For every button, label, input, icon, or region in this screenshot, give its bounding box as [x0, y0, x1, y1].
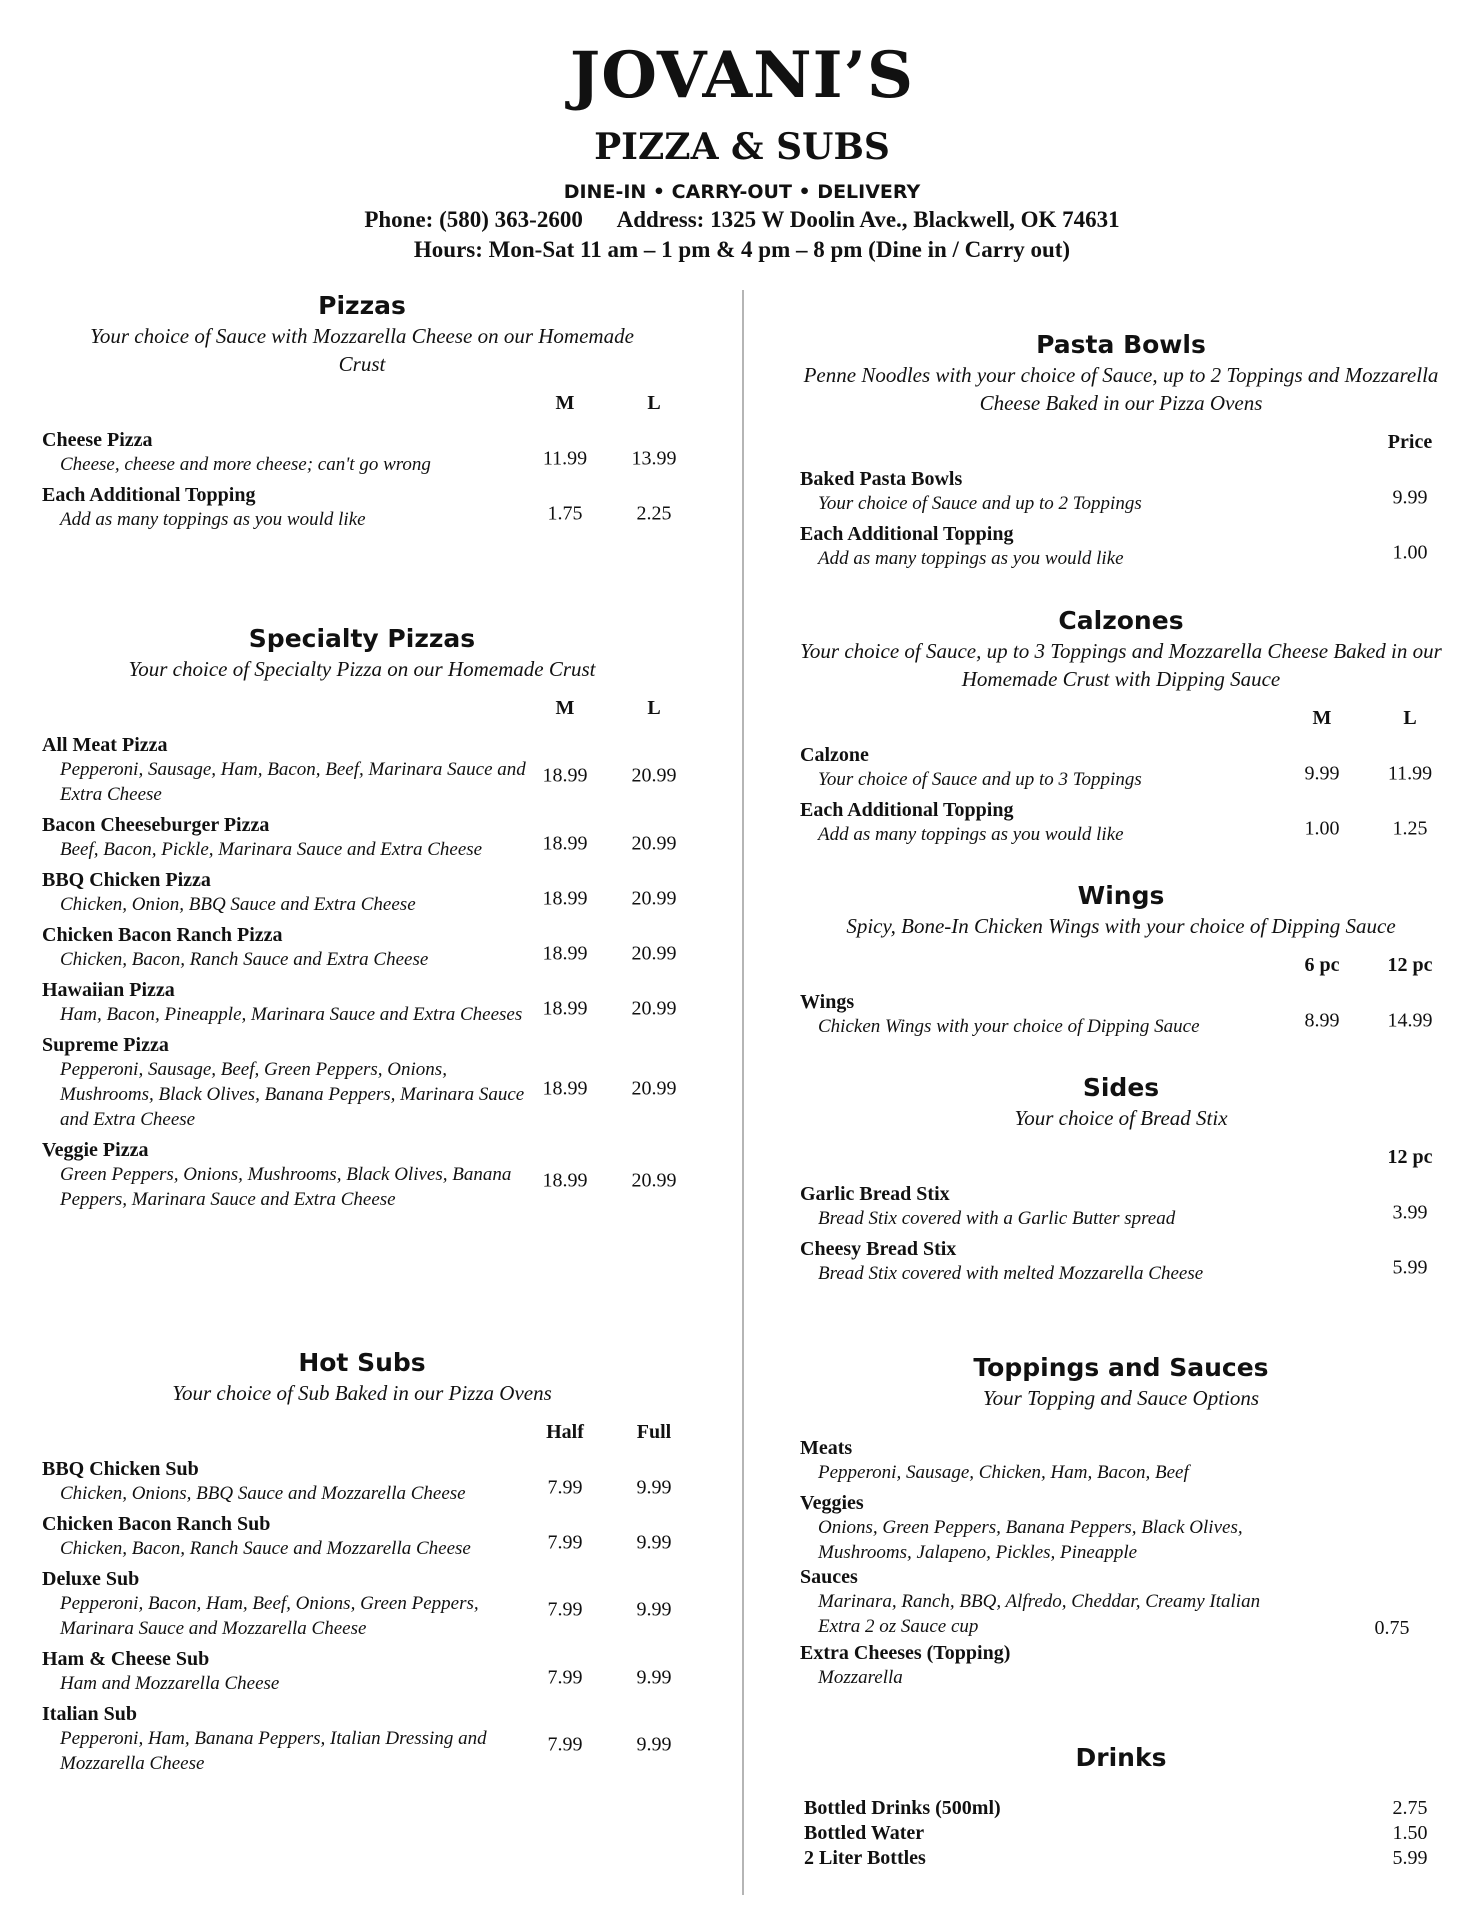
item-price: 5.99	[1392, 1256, 1428, 1278]
item-description: Green Peppers, Onions, Mushrooms, Black Olives, Banana Peppers, Marinara Sauce and Extra Cheese	[60, 1164, 512, 1210]
price-header	[800, 707, 1442, 737]
item-price-m: 18.99	[542, 1077, 588, 1099]
menu-item	[42, 1567, 682, 1641]
item-description: Onions, Green Peppers, Banana Peppers, Black Olives, Mushrooms, Jalapeno, Pickles, Pineapple	[818, 1517, 1243, 1563]
item-name: Extra Cheeses (Topping)	[800, 1642, 1011, 1664]
item-description: Chicken, Onion, BBQ Sauce and Extra Cheese	[60, 894, 416, 915]
item-name: BBQ Chicken Sub	[42, 1458, 199, 1480]
item-name: Calzone	[800, 744, 869, 766]
section-description: Your choice of Sauce with Mozzarella Cheese on our Homemade Crust	[90, 324, 634, 376]
price-header	[42, 1421, 682, 1451]
item-price-l: 20.99	[631, 764, 677, 787]
contact-line	[0, 207, 1484, 233]
item-description: Bread Stix covered with melted Mozzarella Cheese	[818, 1263, 1204, 1284]
menu-item	[800, 467, 1442, 516]
item-name: Chicken Bacon Ranch Sub	[42, 1513, 271, 1535]
item-description: Chicken, Onions, BBQ Sauce and Mozzarella Cheese	[60, 1483, 466, 1504]
item-name: Veggies	[800, 1492, 864, 1514]
item-description: Your choice of Sauce and up to 3 Toppings	[818, 769, 1142, 790]
item-name: BBQ Chicken Pizza	[42, 869, 211, 891]
hours-line: Hours: Mon-Sat 11 am – 1 pm & 4 pm – 8 pm (Dine in / Carry out)	[413, 237, 1071, 262]
item-name: Veggie Pizza	[42, 1139, 149, 1161]
item-description: Pepperoni, Sausage, Chicken, Ham, Bacon, Beef	[818, 1462, 1189, 1483]
drink-name: Bottled Water	[804, 1822, 925, 1844]
item-price-m: 18.99	[542, 997, 588, 1019]
item-name: Wings	[800, 991, 855, 1013]
menu-item	[800, 798, 1442, 847]
item-price-6pc: 8.99	[1304, 1009, 1340, 1031]
item-description: Pepperoni, Bacon, Ham, Beef, Onions, Green Peppers, Marinara Sauce and Mozzarella Cheese	[60, 1593, 479, 1639]
item-price-full: 9.99	[636, 1598, 672, 1621]
item-price-m: 9.99	[1304, 762, 1340, 784]
section-description: Your choice of Sub Baked in our Pizza Ovens	[172, 1381, 552, 1405]
section-title: Hot Subs	[298, 1348, 426, 1377]
item-price-l: 20.99	[631, 1169, 677, 1192]
services-line: DINE-IN • CARRY-OUT • DELIVERY	[563, 181, 921, 203]
item-price-m: 18.99	[542, 832, 588, 854]
item-description: Add as many toppings as you would like	[818, 548, 1124, 569]
item-description: Your choice of Sauce and up to 2 Toppings	[818, 493, 1142, 514]
item-description: Pepperoni, Ham, Banana Peppers, Italian Dressing and Mozzarella Cheese	[60, 1728, 487, 1774]
section-title: Wings	[1077, 881, 1165, 910]
item-name: Cheesy Bread Stix	[800, 1238, 957, 1260]
item-price-l: 1.25	[1392, 817, 1428, 839]
item-name: Meats	[800, 1437, 853, 1459]
item-price-m: 18.99	[542, 1169, 588, 1192]
section-description: Your choice of Bread Stix	[1014, 1106, 1228, 1130]
item-name: Each Additional Topping	[42, 484, 256, 506]
item-price-half: 7.99	[547, 1531, 583, 1553]
item-price: 9.99	[1392, 486, 1428, 508]
item-name: Supreme Pizza	[42, 1034, 169, 1056]
item-name: Chicken Bacon Ranch Pizza	[42, 924, 283, 946]
item-name: Hawaiian Pizza	[42, 979, 175, 1001]
drink-item	[800, 1821, 1442, 1846]
item-price-l: 20.99	[631, 832, 677, 854]
menu-item	[42, 483, 682, 532]
menu-item	[42, 923, 682, 972]
section-title: Drinks	[1075, 1743, 1167, 1772]
extra-sauce-line	[800, 1614, 1410, 1639]
price-header-12pc: 12 pc	[1387, 1146, 1433, 1168]
menu-item	[42, 1033, 682, 1132]
item-price-half: 7.99	[547, 1598, 583, 1621]
menu-item	[42, 813, 682, 862]
item-description: Bread Stix covered with a Garlic Butter spread	[818, 1208, 1176, 1229]
menu-item	[42, 1512, 682, 1561]
section-toppings-sauces	[800, 1352, 1442, 1690]
menu-item	[800, 743, 1442, 792]
item-description: Pepperoni, Sausage, Beef, Green Peppers, Onions, Mushrooms, Black Olives, Banana Peppers, Marinara Sauce and Extra Cheese	[60, 1059, 525, 1130]
section-description: Your choice of Sauce, up to 3 Toppings and Mozzarella Cheese Baked in our Homemade Crust with Dipping Sauce	[800, 639, 1442, 691]
item-name: All Meat Pizza	[42, 734, 168, 756]
menu-item	[800, 1237, 1442, 1286]
drink-name: 2 Liter Bottles	[804, 1847, 926, 1869]
menu-item	[42, 1138, 682, 1212]
item-description: Ham, Bacon, Pineapple, Marinara Sauce and Extra Cheeses	[60, 1004, 523, 1025]
topping-group-cheese	[800, 1641, 1442, 1690]
section-description: Penne Noodles with your choice of Sauce, up to 2 Toppings and Mozzarella Cheese Baked in our Pizza Ovens	[803, 363, 1439, 415]
topping-group-meats	[800, 1436, 1442, 1485]
section-pasta-bowls	[800, 329, 1442, 571]
price-header-l: L	[647, 392, 661, 414]
price-header	[800, 1146, 1442, 1176]
item-price-l: 20.99	[631, 1077, 677, 1099]
section-description: Spicy, Bone-In Chicken Wings with your choice of Dipping Sauce	[846, 914, 1396, 938]
item-price-m: 18.99	[542, 887, 588, 909]
item-name: Sauces	[800, 1566, 858, 1588]
item-price: 3.99	[1392, 1201, 1428, 1223]
item-description: Marinara, Ranch, BBQ, Alfredo, Cheddar, Creamy Italian	[818, 1591, 1261, 1612]
item-price-l: 2.25	[636, 502, 672, 524]
item-name: Garlic Bread Stix	[800, 1183, 950, 1205]
item-description: Chicken, Bacon, Ranch Sauce and Mozzarella Cheese	[60, 1538, 471, 1559]
item-name: Italian Sub	[42, 1703, 138, 1725]
phone-text: Phone: (580) 363-2600	[364, 207, 583, 232]
menu-item	[42, 428, 682, 477]
item-name: Each Additional Topping	[800, 523, 1014, 545]
item-price-12pc: 14.99	[1387, 1009, 1433, 1031]
item-price-full: 9.99	[636, 1733, 672, 1756]
price-header	[800, 954, 1442, 984]
menu-item	[800, 522, 1442, 571]
section-hot-subs	[42, 1347, 682, 1776]
item-price-half: 7.99	[547, 1476, 583, 1498]
column-divider	[742, 290, 744, 1895]
item-description: Add as many toppings as you would like	[60, 509, 366, 530]
extra-sauce-label: Extra 2 oz Sauce cup	[818, 1616, 979, 1637]
menu-item	[42, 1702, 682, 1776]
section-sides	[800, 1072, 1442, 1286]
item-name: Ham & Cheese Sub	[42, 1648, 210, 1670]
item-description: Ham and Mozzarella Cheese	[60, 1673, 280, 1694]
price-header-m: M	[1312, 707, 1332, 729]
item-name: Baked Pasta Bowls	[800, 468, 963, 490]
restaurant-subtitle: PIZZA & SUBS	[594, 126, 890, 168]
topping-group-sauces	[800, 1565, 1442, 1639]
item-price-l: 20.99	[631, 997, 677, 1019]
menu-item	[42, 1647, 682, 1696]
section-description: Your Topping and Sauce Options	[982, 1386, 1260, 1410]
item-price-m: 1.00	[1304, 817, 1340, 839]
item-description: Chicken Wings with your choice of Dipping Sauce	[818, 1016, 1200, 1037]
price-header-m: M	[555, 392, 575, 414]
price-header	[800, 431, 1442, 461]
drink-price: 5.99	[1392, 1847, 1428, 1869]
drink-item	[800, 1796, 1442, 1821]
menu-item	[42, 1457, 682, 1506]
item-name: Deluxe Sub	[42, 1568, 140, 1590]
price-header-l: L	[1403, 707, 1417, 729]
item-name: Cheese Pizza	[42, 429, 153, 451]
section-wings	[800, 880, 1442, 1039]
menu-item	[800, 1182, 1442, 1231]
section-title: Calzones	[1058, 606, 1184, 635]
section-title: Pasta Bowls	[1036, 330, 1206, 359]
price-header-price: Price	[1387, 431, 1433, 453]
item-price-l: 20.99	[631, 887, 677, 909]
drink-price: 1.50	[1392, 1822, 1428, 1844]
restaurant-name: JOVANI’S	[569, 38, 915, 113]
item-price-l: 20.99	[631, 942, 677, 964]
section-title: Pizzas	[318, 291, 406, 320]
item-description: Add as many toppings as you would like	[818, 824, 1124, 845]
menu-item	[800, 990, 1442, 1039]
item-name: Each Additional Topping	[800, 799, 1014, 821]
item-price-full: 9.99	[636, 1476, 672, 1498]
menu-item	[42, 868, 682, 917]
price-header	[42, 697, 682, 727]
price-header-6pc: 6 pc	[1304, 954, 1340, 976]
price-header-m: M	[555, 697, 575, 719]
item-price-l: 11.99	[1387, 762, 1433, 784]
item-price-half: 7.99	[547, 1733, 583, 1756]
price-header-full: Full	[636, 1421, 672, 1443]
price-header	[42, 392, 682, 422]
drink-name: Bottled Drinks (500ml)	[804, 1797, 1001, 1819]
menu-item	[42, 733, 682, 807]
section-calzones	[800, 605, 1442, 847]
item-description: Beef, Bacon, Pickle, Marinara Sauce and Extra Cheese	[60, 839, 483, 860]
section-description: Your choice of Specialty Pizza on our Homemade Crust	[128, 657, 596, 681]
drink-item	[800, 1846, 1442, 1871]
section-title: Sides	[1082, 1073, 1160, 1102]
item-price-m: 18.99	[542, 942, 588, 964]
menu-item	[42, 978, 682, 1027]
section-title: Toppings and Sauces	[973, 1353, 1269, 1382]
item-price: 1.00	[1392, 541, 1428, 563]
section-title: Specialty Pizzas	[248, 624, 476, 653]
item-price-m: 1.75	[547, 502, 583, 524]
price-header-l: L	[647, 697, 661, 719]
section-drinks	[800, 1742, 1442, 1871]
item-price-half: 7.99	[547, 1666, 583, 1688]
item-price-full: 9.99	[636, 1531, 672, 1553]
item-description: Chicken, Bacon, Ranch Sauce and Extra Cheese	[60, 949, 429, 970]
item-price-full: 9.99	[636, 1666, 672, 1688]
drink-price: 2.75	[1392, 1797, 1428, 1819]
item-name: Bacon Cheeseburger Pizza	[42, 814, 270, 836]
item-price-m: 11.99	[542, 447, 588, 469]
item-description: Cheese, cheese and more cheese; can't go wrong	[60, 454, 431, 475]
section-pizzas	[42, 290, 682, 532]
extra-sauce-price: 0.75	[1374, 1617, 1410, 1639]
item-description: Mozzarella	[818, 1667, 903, 1688]
price-header-12pc: 12 pc	[1387, 954, 1433, 976]
item-price-l: 13.99	[631, 447, 677, 469]
section-specialty-pizzas	[42, 623, 682, 1212]
address-text: Address: 1325 W Doolin Ave., Blackwell, OK 74631	[616, 207, 1120, 232]
topping-group-veggies	[800, 1491, 1442, 1565]
item-description: Pepperoni, Sausage, Ham, Bacon, Beef, Marinara Sauce and Extra Cheese	[60, 759, 526, 805]
price-header-half: Half	[546, 1421, 584, 1443]
item-price-m: 18.99	[542, 764, 588, 787]
